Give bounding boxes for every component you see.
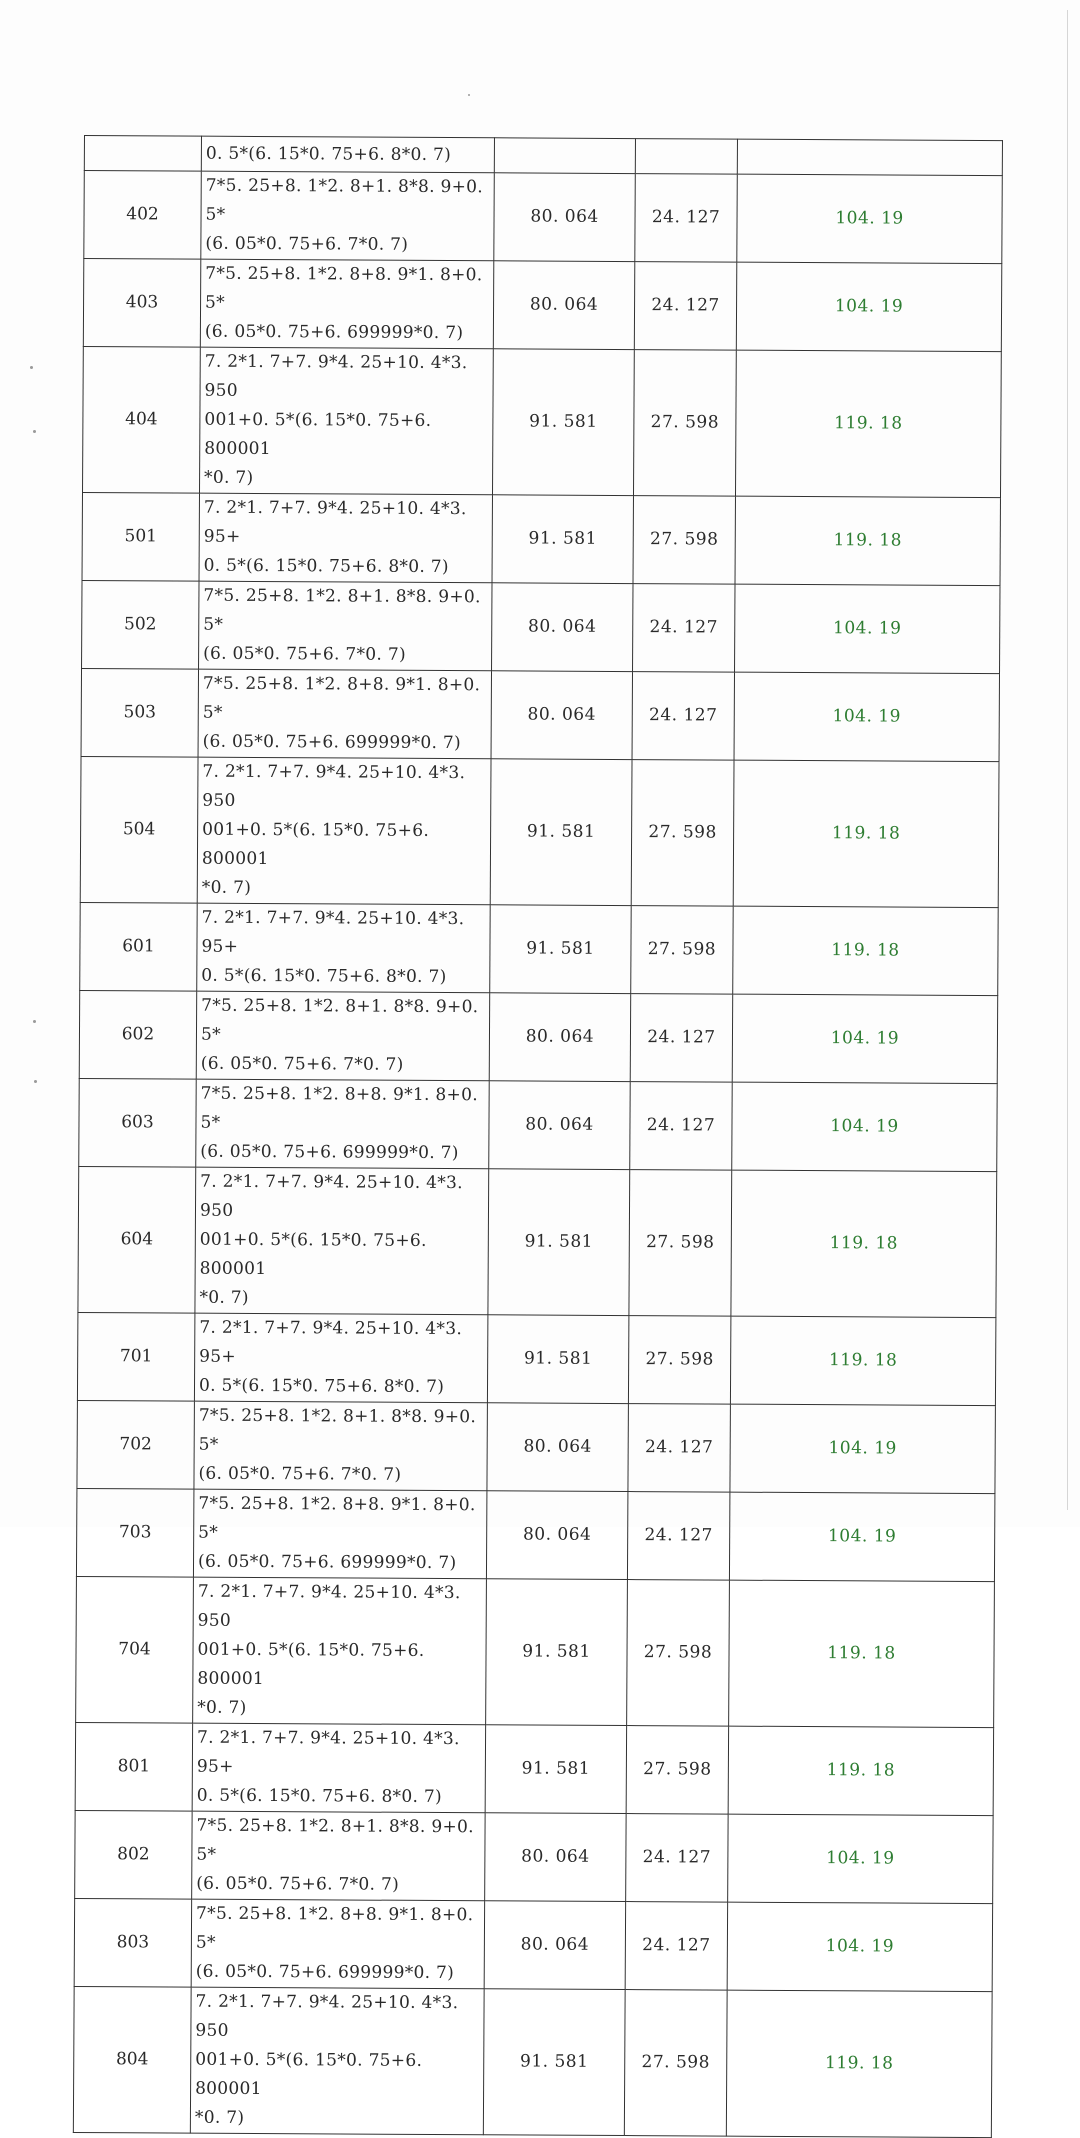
area-value-cell: 91. 581 [486,1579,628,1726]
table-row [82,580,1000,673]
area-value-cell: 80. 064 [487,1403,628,1492]
area-formula-cell: 7. 2*1. 7+7. 9*4. 25+10. 4*3. 950 001+0. 5*(6. 15*0. 75+6. 800001 *0. 7) [197,757,491,905]
total-area-cell: 119. 18 [731,1170,997,1317]
area-value-cell: 91. 581 [487,1315,628,1404]
total-area-cell: 119. 18 [730,1316,995,1405]
shared-area-cell: 27. 598 [624,1990,727,2137]
shared-area-cell: 24. 127 [626,1814,728,1903]
area-formula-cell: 7*5. 25+8. 1*2. 8+8. 9*1. 8+0. 5* (6. 05*0. 75+6. 699999*0. 7) [198,669,491,759]
area-formula-cell: 7*5. 25+8. 1*2. 8+8. 9*1. 8+0. 5* (6. 05*0. 75+6. 699999*0. 7) [193,1489,486,1579]
area-value-cell: 91. 581 [485,1725,626,1814]
room-number-cell: 702 [77,1400,194,1489]
total-area-cell: 119. 18 [733,760,999,907]
area-formula-cell: 7*5. 25+8. 1*2. 8+1. 8*8. 9+0. 5* (6. 05*0. 75+6. 7*0. 7) [194,1401,487,1491]
table-row [76,1488,994,1581]
area-value-cell: 91. 581 [483,1989,625,2136]
table-row [78,1166,997,1317]
room-number-cell: 802 [75,1810,192,1899]
table-row [75,1722,993,1815]
total-area-cell: 104. 19 [736,262,1001,351]
shared-area-cell: 27. 598 [626,1726,728,1815]
area-formula-cell: 7*5. 25+8. 1*2. 8+8. 9*1. 8+0. 5* (6. 05*0. 75+6. 699999*0. 7) [191,1899,484,1989]
room-number-cell [84,136,201,172]
area-value-cell: 91. 581 [492,349,634,496]
shared-area-cell: 27. 598 [633,350,736,497]
room-number-cell: 801 [75,1722,192,1811]
room-number-cell: 503 [81,668,198,757]
scan-speck [33,430,36,433]
area-formula-cell: 7*5. 25+8. 1*2. 8+1. 8*8. 9+0. 5* (6. 05*0. 75+6. 7*0. 7) [196,991,489,1081]
table-row [82,492,1000,585]
area-formula-cell: 7. 2*1. 7+7. 9*4. 25+10. 4*3. 95+ 0. 5*(6. 15*0. 75+6. 8*0. 7) [199,493,492,583]
shared-area-cell: 27. 598 [631,760,734,907]
room-number-cell: 403 [83,259,200,348]
table-row [81,668,999,761]
shared-area-cell: 24. 127 [627,1492,729,1581]
shared-area-cell: 24. 127 [634,262,736,351]
area-value-cell [494,138,635,174]
total-area-cell: 119. 18 [726,1990,992,2137]
table-row [83,346,1002,497]
area-value-cell: 80. 064 [489,993,630,1082]
area-value-cell: 80. 064 [484,1901,625,1990]
total-area-cell: 119. 18 [733,906,998,995]
table-row [79,990,997,1083]
area-value-cell: 91. 581 [492,495,633,584]
total-area-cell [737,139,1002,175]
shared-area-cell: 24. 127 [625,1902,727,1991]
shared-area-cell: 27. 598 [631,906,733,995]
area-formula-cell: 7. 2*1. 7+7. 9*4. 25+10. 4*3. 95+ 0. 5*(6. 15*0. 75+6. 8*0. 7) [192,1723,485,1813]
area-formula-cell: 7. 2*1. 7+7. 9*4. 25+10. 4*3. 950 001+0. 5*(6. 15*0. 75+6. 800001 *0. 7) [193,1577,487,1725]
area-formula-cell: 7*5. 25+8. 1*2. 8+8. 9*1. 8+0. 5* (6. 05*0. 75+6. 699999*0. 7) [196,1079,489,1169]
area-value-cell: 91. 581 [490,905,631,994]
shared-area-cell: 24. 127 [632,672,734,761]
table-row [74,1898,992,1991]
table-row [84,136,1002,176]
total-area-cell: 104. 19 [730,1404,995,1493]
area-value-cell: 80. 064 [485,1813,626,1902]
table-row [83,259,1001,352]
total-area-cell: 119. 18 [735,350,1001,497]
area-formula-cell: 7*5. 25+8. 1*2. 8+1. 8*8. 9+0. 5* (6. 05*0. 75+6. 7*0. 7) [199,581,492,671]
scan-speck [34,1080,37,1083]
total-area-cell: 104. 19 [732,1082,997,1171]
room-number-cell: 701 [77,1312,194,1401]
table-row [80,756,999,907]
area-formula-cell: 7. 2*1. 7+7. 9*4. 25+10. 4*3. 950 001+0. 5*(6. 15*0. 75+6. 800001 *0. 7) [200,347,494,495]
room-number-cell: 604 [78,1166,196,1313]
total-area-cell: 104. 19 [734,672,999,761]
room-number-cell: 501 [82,492,199,581]
area-calculation-table [73,135,1003,2138]
shared-area-cell: 24. 127 [635,174,737,263]
room-number-cell: 504 [80,756,198,903]
area-value-cell: 80. 064 [486,1491,627,1580]
room-number-cell: 402 [84,171,201,260]
area-value-cell: 91. 581 [488,1169,630,1316]
scan-speck [33,1020,36,1023]
area-value-cell: 80. 064 [489,1081,630,1170]
total-area-cell: 119. 18 [729,1580,995,1727]
room-number-cell: 502 [82,580,199,669]
area-formula-cell: 7*5. 25+8. 1*2. 8+1. 8*8. 9+0. 5* (6. 05*0. 75+6. 7*0. 7) [192,1811,485,1901]
room-number-cell: 703 [76,1488,193,1577]
room-number-cell: 603 [79,1078,196,1167]
shared-area-cell: 24. 127 [630,1082,732,1171]
area-value-cell: 80. 064 [494,173,635,262]
table-row [80,902,998,995]
total-area-cell: 119. 18 [735,496,1000,585]
area-value-cell: 80. 064 [492,583,633,672]
scan-speck [30,366,33,369]
area-formula-cell: 7*5. 25+8. 1*2. 8+8. 9*1. 8+0. 5* (6. 05*0. 75+6. 699999*0. 7) [200,259,493,349]
table-row [76,1576,995,1727]
shared-area-cell: 27. 598 [629,1170,732,1317]
total-area-cell: 104. 19 [732,994,997,1083]
shared-area-cell: 27. 598 [628,1316,730,1405]
table-row [79,1078,997,1171]
table-row [73,1986,992,2137]
area-formula-cell: 0. 5*(6. 15*0. 75+6. 8*0. 7) [201,136,494,173]
area-formula-cell: 7. 2*1. 7+7. 9*4. 25+10. 4*3. 95+ 0. 5*(6. 15*0. 75+6. 8*0. 7) [197,903,490,993]
room-number-cell: 704 [76,1576,194,1723]
shared-area-cell: 27. 598 [633,496,735,585]
total-area-cell: 104. 19 [728,1814,993,1903]
shared-area-cell: 27. 598 [627,1580,730,1727]
area-value-cell: 80. 064 [493,261,634,350]
table-body [73,136,1002,2138]
shared-area-cell [635,139,737,175]
area-value-cell: 91. 581 [490,759,632,906]
table-row [75,1810,993,1903]
scan-edge-line [1067,10,1068,1510]
scan-speck [468,94,470,96]
table-row [84,171,1002,264]
shared-area-cell: 24. 127 [628,1404,730,1493]
shared-area-cell: 24. 127 [633,584,735,673]
total-area-cell: 104. 19 [735,584,1000,673]
area-value-cell: 80. 064 [491,671,632,760]
area-formula-cell: 7. 2*1. 7+7. 9*4. 25+10. 4*3. 950 001+0. 5*(6. 15*0. 75+6. 800001 *0. 7) [195,1167,489,1315]
total-area-cell: 104. 19 [727,1902,992,1991]
area-formula-cell: 7*5. 25+8. 1*2. 8+1. 8*8. 9+0. 5* (6. 05*0. 75+6. 7*0. 7) [201,171,494,261]
total-area-cell: 104. 19 [729,1492,994,1581]
table-row [77,1312,995,1405]
room-number-cell: 602 [79,990,196,1079]
room-number-cell: 601 [80,902,197,991]
room-number-cell: 804 [73,1986,191,2133]
area-formula-cell: 7. 2*1. 7+7. 9*4. 25+10. 4*3. 95+ 0. 5*(6. 15*0. 75+6. 8*0. 7) [194,1313,487,1403]
total-area-cell: 104. 19 [737,174,1002,263]
room-number-cell: 404 [83,346,201,493]
table-row [77,1400,995,1493]
area-formula-cell: 7. 2*1. 7+7. 9*4. 25+10. 4*3. 950 001+0. 5*(6. 15*0. 75+6. 800001 *0. 7) [190,1987,484,2135]
room-number-cell: 803 [74,1898,191,1987]
shared-area-cell: 24. 127 [630,994,732,1083]
total-area-cell: 119. 18 [728,1726,993,1815]
